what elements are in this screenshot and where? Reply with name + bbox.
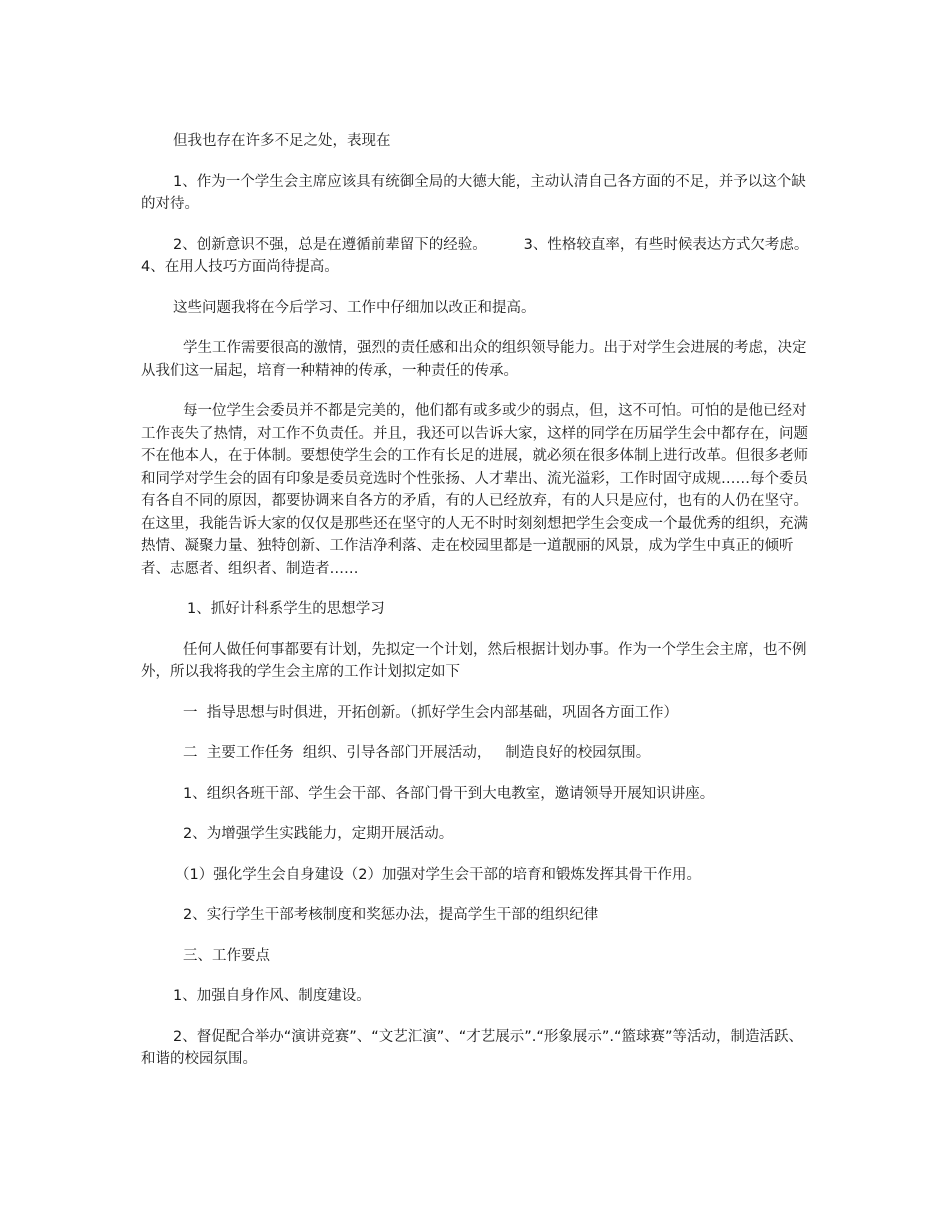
- paragraph-plan-intro: 任何人做任何事都要有计划，先拟定一个计划，然后根据计划办事。作为一个学生会主席，也不例外，所以我将我的学生会主席的工作计划拟定如下: [141, 641, 807, 680]
- paragraph-main-tasks: 二 主要工作任务 组织、引导各部门开展活动， 制造良好的校园氛围。: [183, 745, 651, 761]
- paragraph-shortcoming-1: 1、作为一个学生会主席应该具有统御全局的大德大能，主动认清自己各方面的不足，并予以这个缺的对待。: [141, 173, 806, 212]
- paragraph-reform: 每一位学生会委员并不都是完美的，他们都有或多或少的弱点，但，这不可怕。可怕的是他已经对工作丧失了热情，对工作不负责任。并且，我还可以告诉大家，这样的同学在历届学生会中都存在，问题不在他本人，在于体制。要想使学生会的工作有长足的进展，就必须在很多体制上进行改革。但很多老师和同学对学生会的固有印象是委员竞选时个性张扬、人才辈出、流光溢彩，工作时固守成规……每个委员有各自不同的原因，都要协调来自各方的矛盾，有的人已经放弃，有的人只是应付，也有的人仍在坚守。在这里，我能告诉大家的仅仅是那些还在坚守的人无不时时刻刻想把学生会变成一个最优秀的组织，充满热情、凝聚力量、独特创新、工作洁净利落、走在校园里都是一道靓丽的风景，成为学生中真正的倾听者、志愿者、组织者、制造者……: [141, 403, 808, 577]
- paragraph-thought-study: 1、抓好计科系学生的思想学习: [187, 601, 385, 617]
- paragraph-improvement: 这些问题我将在今后学习、工作中仔细加以改正和提高。: [173, 299, 536, 316]
- paragraph-key-points-heading: 三、工作要点: [183, 947, 270, 964]
- paragraph-key-point-1: 1、加强自身作风、制度建设。: [173, 988, 371, 1004]
- paragraph-assessment: 2、实行学生干部考核制度和奖惩办法，提高学生干部的组织纪律: [183, 907, 599, 923]
- paragraph-task-1: 1、组织各班干部、学生会干部、各部门骨干到大电教室，邀请领导开展知识讲座。: [183, 785, 715, 802]
- document-body: [141, 130, 846, 1089]
- paragraph-shortcoming-2-4: 2、创新意识不强，总是在遵循前辈留下的经验。 3、性格较直率，有些时候表达方式欠考虑。 4、在用人技巧方面尚待提高。: [141, 236, 846, 275]
- paragraph-passion: 学生工作需要很高的激情，强烈的责任感和出众的组织领导能力。出于对学生会进展的考虑，决定从我们这一届起，培育一种精神的传承，一种责任的传承。: [141, 340, 807, 379]
- paragraph-key-point-2: 2、督促配合举办“演讲竞赛”、“文艺汇演”、“才艺展示”.“形象展示”.“篮球赛”等活动，制造活跃、和谐的校园氛围。: [141, 1028, 804, 1067]
- paragraph-task-2-details: （1）强化学生会自身建设（2）加强对学生会干部的培育和锻炼发挥其骨干作用。: [175, 866, 701, 883]
- paragraph-guiding-thought: 一 指导思想与时俱进，开拓创新。（抓好学生会内部基础，巩固各方面工作）: [183, 704, 678, 721]
- paragraph-task-2: 2、为增强学生实践能力，定期开展活动。: [183, 826, 454, 842]
- paragraph-shortcomings-intro: 但我也存在许多不足之处，表现在: [173, 133, 391, 149]
